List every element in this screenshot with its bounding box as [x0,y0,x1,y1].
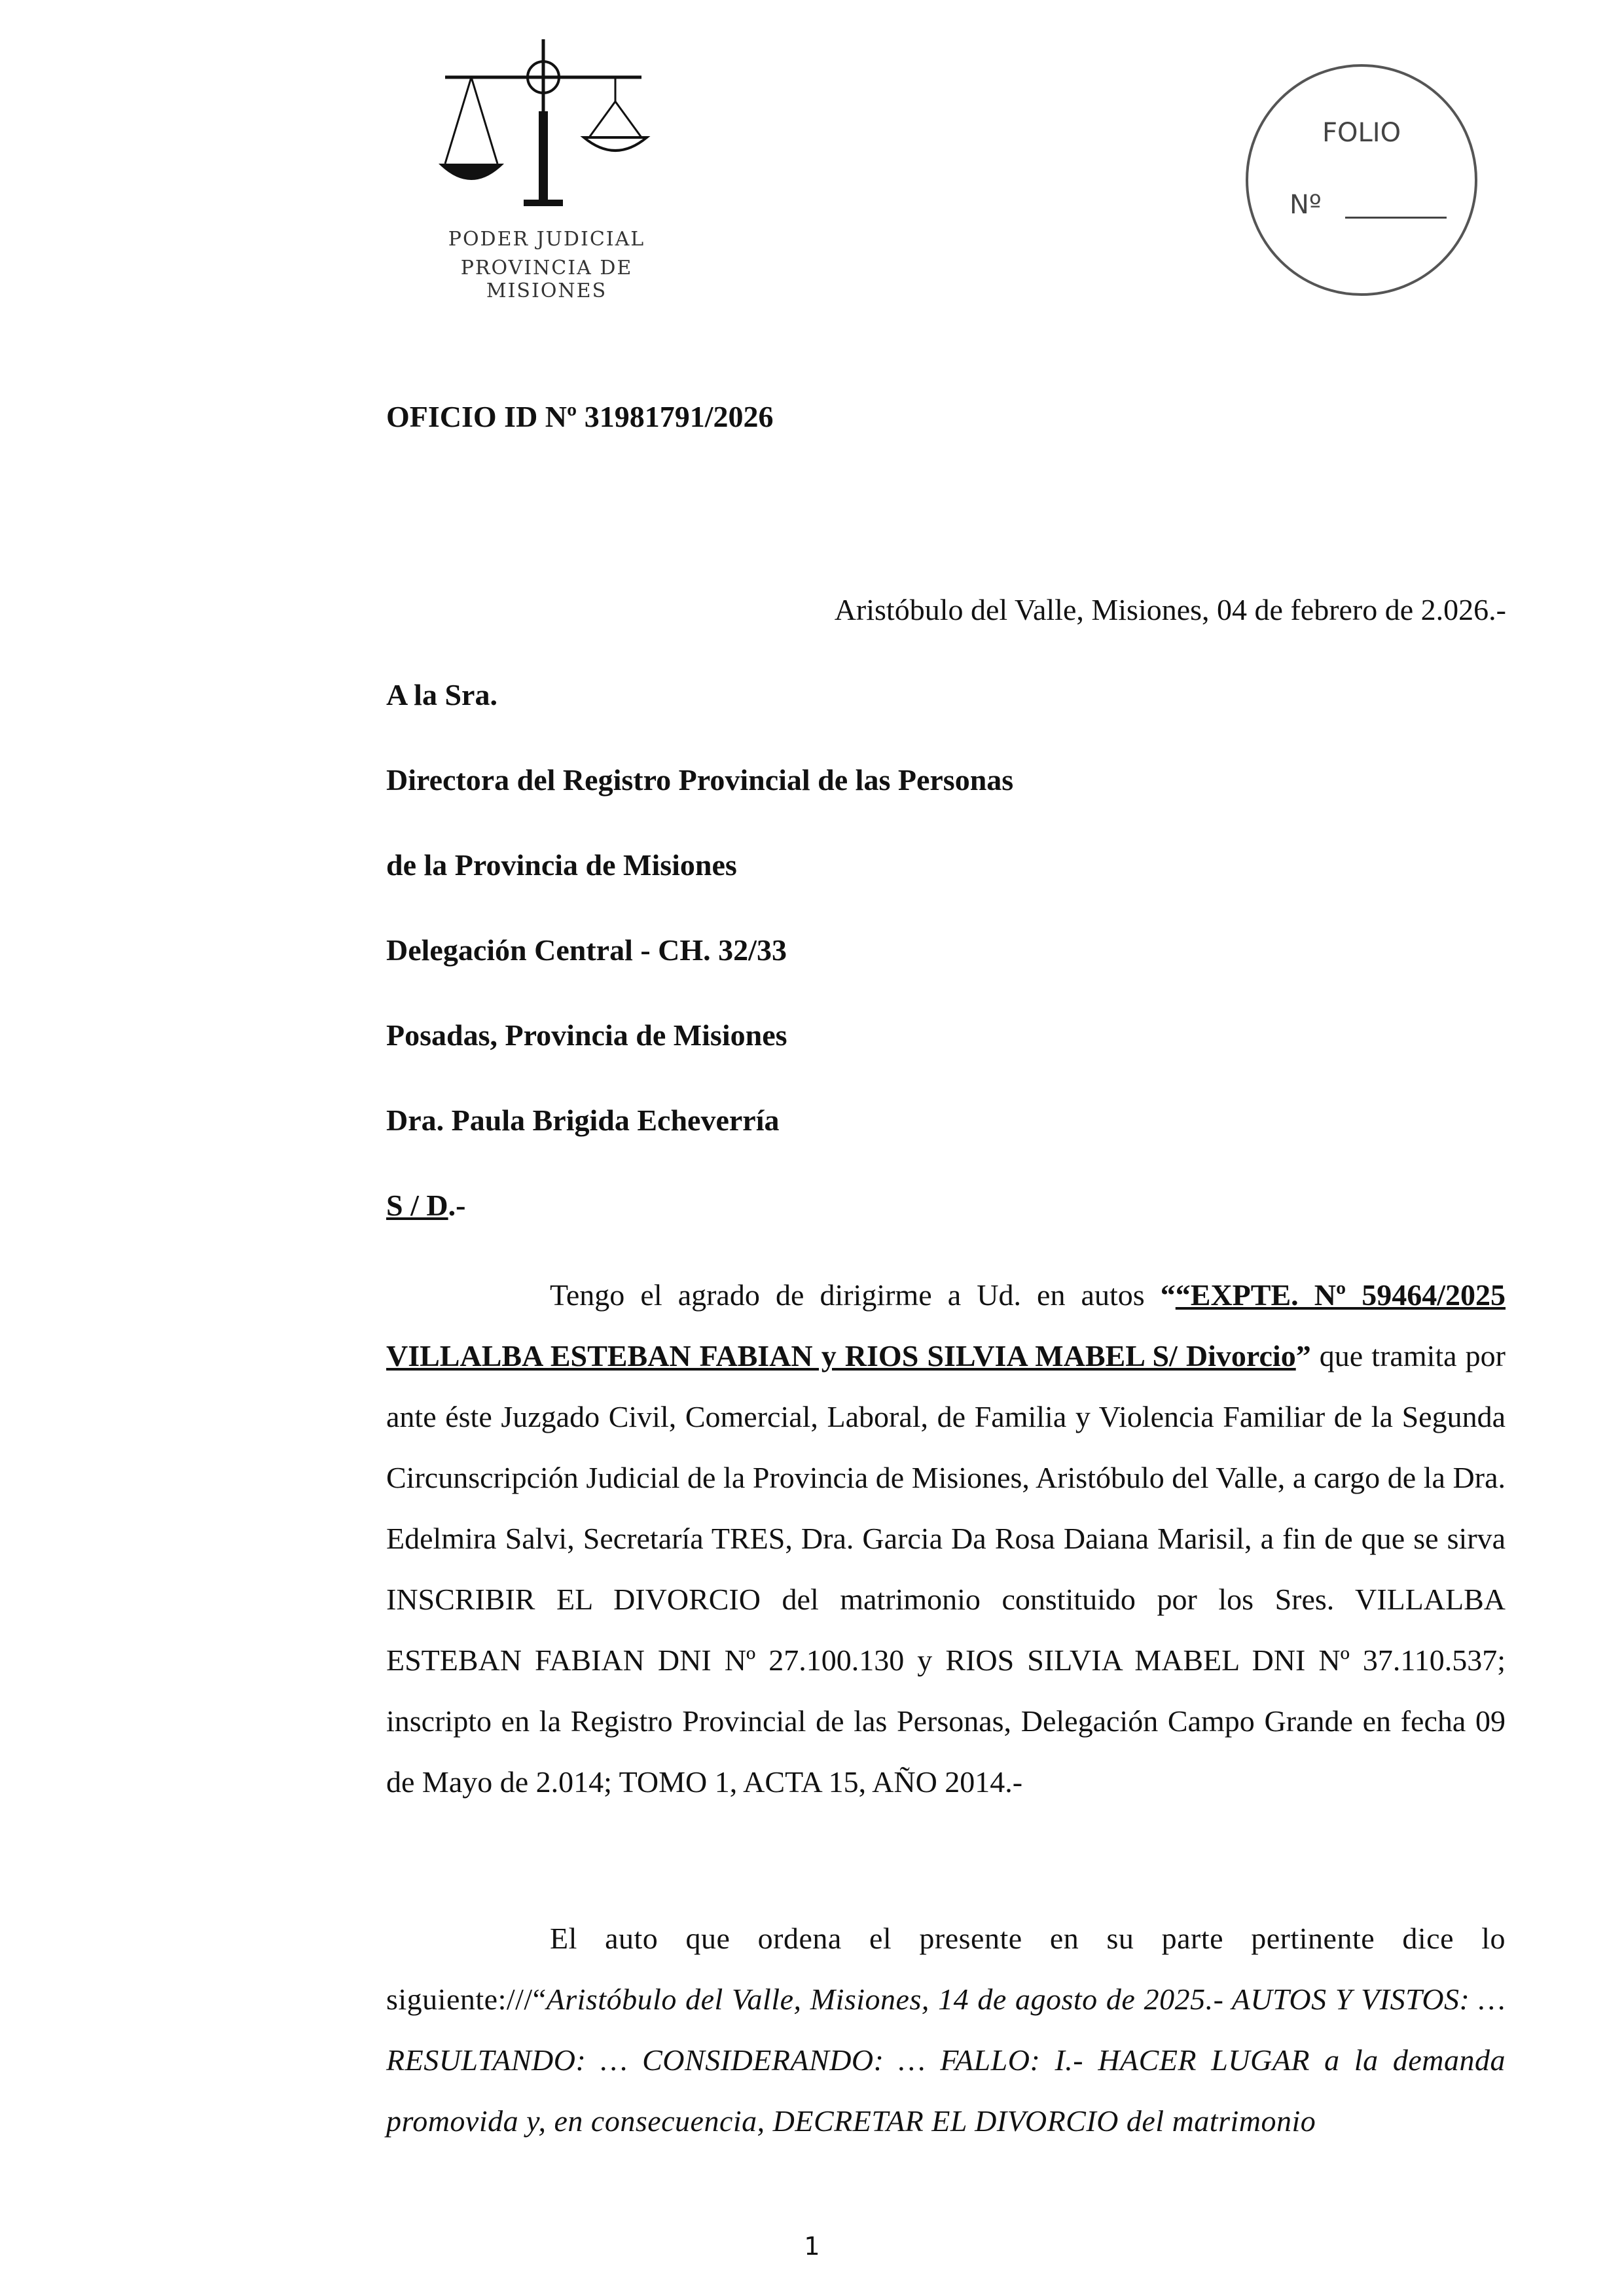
folio-number-label: Nº [1290,190,1322,220]
seal-line-2: PROVINCIA DE MISIONES [460,257,633,302]
judicial-seal-logo [406,39,687,302]
folio-number-line [1345,217,1447,219]
folio-label: FOLIO [1322,118,1401,148]
addressee-line-5: Posadas, Provincia de Misiones [386,1018,787,1052]
addressee-line-2: Directora del Registro Provincial de las Personas [386,763,1014,797]
addressee-line-4: Delegación Central - CH. 32/33 [386,933,787,967]
oficio-id: OFICIO ID Nº 31981791/2026 [386,400,774,433]
paragraph-2 [386,1908,1506,2151]
addressee-line-6: Dra. Paula Brigida Echeverría [386,1103,780,1137]
paragraph-1 [386,1265,1506,1812]
addressee-line-1: A la Sra. [386,678,497,711]
seal-line-1: PODER JUDICIAL [448,228,645,251]
p1-quote-close: ” [1295,1339,1311,1372]
sd-suffix: .- [448,1189,466,1222]
sd-underlined: S / D [386,1189,448,1222]
p1-body: que tramita por ante éste Juzgado Civil, Comercial, Laboral, de Familia y Violencia Familiar de la Segunda Circunscripción Judicial de la Provincia de Misiones, Aristóbulo del Valle, a cargo de la Dra. Edelmira Salvi, Secretaría TRES, Dra. Garcia Da Rosa Daiana Marisil, a fin de que se sirva INSCRIBIR EL DIVORCIO del matrimonio constituido por los Sres. VILLALBA ESTEBAN FABIAN DNI Nº 27.100.130 y RIOS SILVIA MABEL DNI Nº 37.110.537; inscripto en la Registro Provincial de las Personas, Delegación Campo Grande en fecha 09 de Mayo de 2.014; TOMO 1, ACTA 15, AÑO 2014.- [386,1339,1506,1799]
scales-of-justice-icon [432,39,661,223]
p2-lead: El auto que ordena el presente en su parte pertinente dice lo siguiente:///“ [386,1922,1506,2016]
addressee-line-3: de la Provincia de Misiones [386,848,737,882]
sd-line [386,1188,465,1223]
page-number: 1 [804,2232,820,2261]
case-title: “EXPTE. Nº 59464/2025 VILLALBA ESTEBAN FABIAN y RIOS SILVIA MABEL S/ Divorcio [386,1278,1506,1372]
p1-lead: Tengo el agrado de dirigirme a Ud. en autos [550,1278,1161,1312]
p1-quote-open: “ [1160,1278,1176,1312]
date-line: Aristóbulo del Valle, Misiones, 04 de febrero de 2.026.- [834,593,1506,626]
folio-circle [1240,62,1483,298]
folio-stamp [1240,62,1483,298]
p2-italic-quote: Aristóbulo del Valle, Misiones, 14 de agosto de 2025.- AUTOS Y VISTOS: … RESULTANDO: … CONSIDERANDO: … FALLO: I.- HACER LUGAR a la demanda promovida y, en consecuencia, DECRETAR EL DIVORCIO del matrimonio [386,1982,1506,2138]
